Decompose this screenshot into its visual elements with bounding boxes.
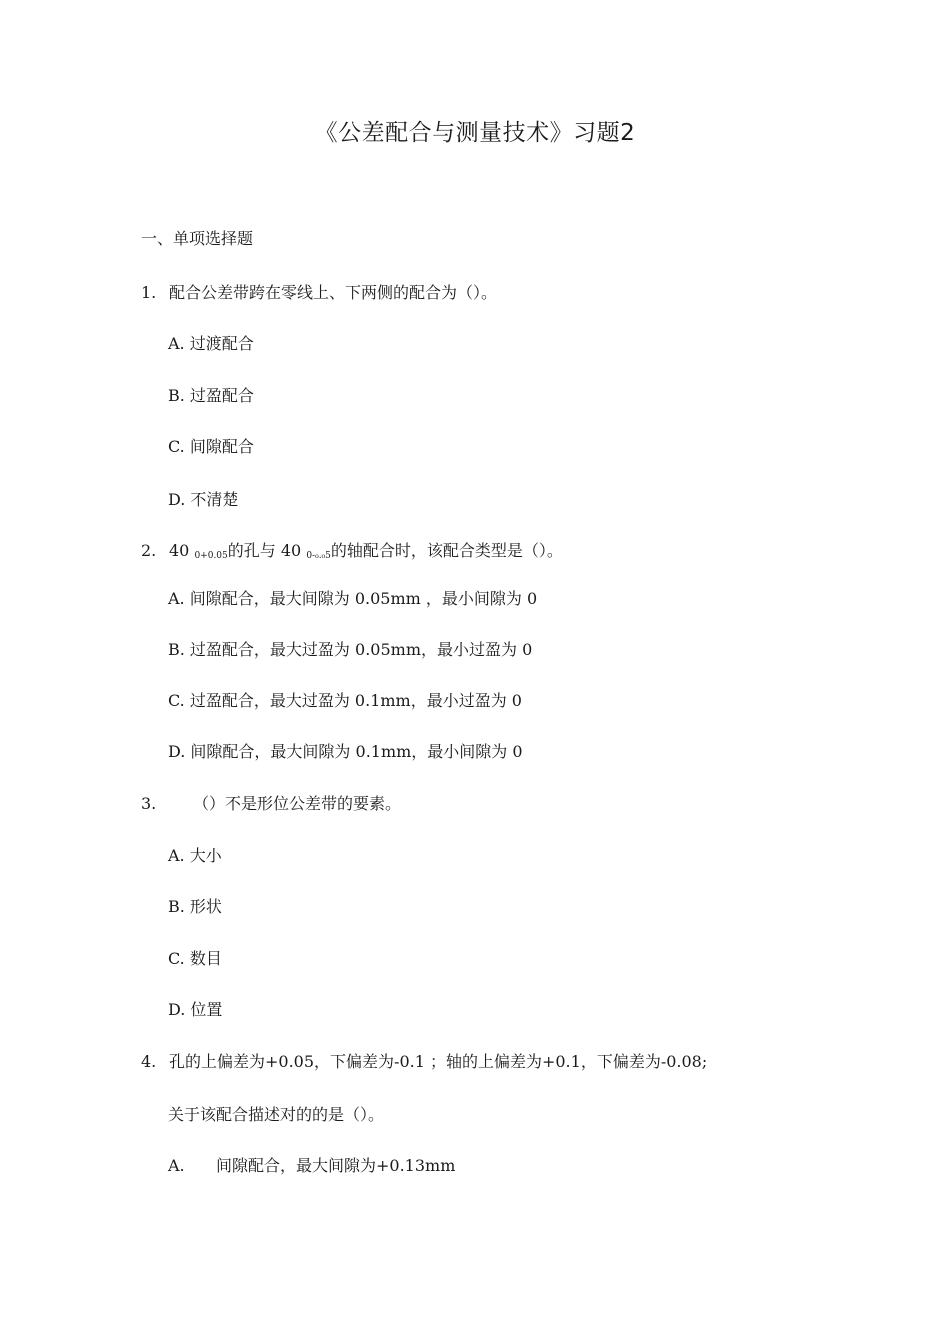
question-1 [141,282,497,304]
q1-option-d: D. 不清楚 [168,490,239,509]
question-number: 3. [141,794,157,813]
question-text-part1: 40 [169,541,195,560]
question-4-continuation: 关于该配合描述对的的是（）。 [168,1105,385,1124]
q4-option-a [168,1155,455,1177]
question-text-part2: 的孔与 40 [227,541,307,560]
question-number: 4. [141,1052,157,1071]
q2-option-d: D. 间隙配合，最大间隙为 0.1mm，最小间隙为 0 [168,742,523,761]
q2-option-c: C. 过盈配合，最大过盈为 0.1mm，最小过盈为 0 [168,691,522,710]
question-4 [141,1051,707,1073]
question-number: 2. [141,541,157,560]
q3-option-c: C. 数目 [168,949,222,968]
q3-option-d: D. 位置 [168,1000,223,1019]
question-text: 配合公差带跨在零线上、下两侧的配合为（）。 [169,283,498,302]
q1-option-b: B. 过盈配合 [168,386,254,405]
section-heading: 一、单项选择题 [141,229,254,248]
option-text: 间隙配合，最大间隙为+0.13mm [216,1156,456,1175]
q1-option-a: A. 过渡配合 [168,334,254,353]
question-text-part3: 的轴配合时，该配合类型是（）。 [330,541,563,560]
q2-option-a: A. 间隙配合，最大间隙为 0.05mm ，最小间隙为 0 [168,589,538,608]
question-number: 1. [141,283,157,302]
q3-option-b: B. 形状 [168,897,222,916]
question-text: （）不是形位公差带的要素。 [193,794,402,813]
hole-tolerance-subscript: 0+0.05 [194,551,228,561]
q2-option-b: B. 过盈配合，最大过盈为 0.05mm，最小过盈为 0 [168,640,533,659]
question-2 [141,540,563,565]
question-3 [141,793,401,815]
question-text: 孔的上偏差为+0.05，下偏差为-0.1 ；轴的上偏差为+0.1，下偏差为-0.08; [169,1052,708,1071]
option-letter: A. [168,1156,185,1175]
q3-option-a: A. 大小 [168,846,222,865]
document-title: 《公差配合与测量技术》习题2 [314,120,636,146]
shaft-tolerance-subscript: 0-₀.₀5 [306,551,331,561]
q1-option-c: C. 间隙配合 [168,437,254,456]
